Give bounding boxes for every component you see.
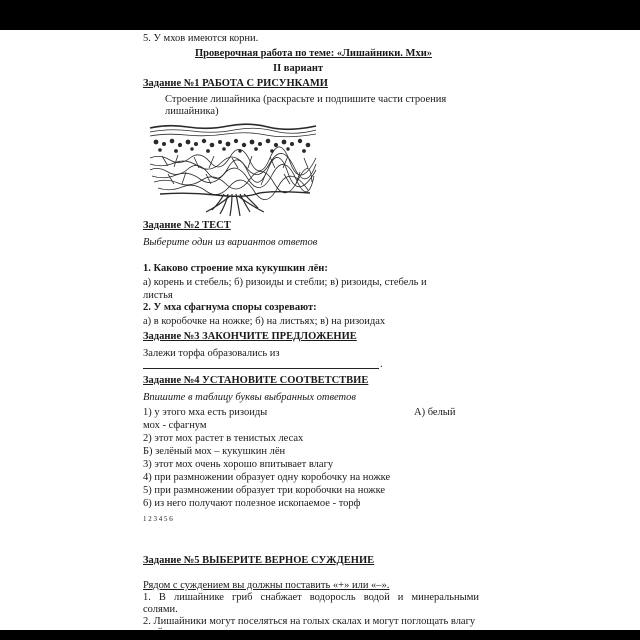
match-option-a: А) белый [414, 407, 456, 418]
task5-heading: Задание №5 ВЫБЕРИТЕ ВЕРНОЕ СУЖДЕНИЕ [143, 555, 375, 566]
question-2: 2. У мха сфагнума споры созревают: [143, 302, 317, 313]
task3-heading: Задание №3 ЗАКОНЧИТЕ ПРЕДЛОЖЕНИЕ [143, 331, 357, 342]
match-item-6: 6) из него получают полезное ископаемое - торф [143, 498, 361, 509]
answer-blank-line [143, 368, 379, 369]
match-item-3: 3) этот мох очень хорошо впитывает влагу [143, 459, 334, 470]
task1-instruction-line1: Строение лишайника (раскрасьте и подпишите части строения [165, 94, 447, 105]
task4-heading: Задание №4 УСТАНОВИТЕ СООТВЕТСТВИЕ [143, 375, 369, 386]
statement-1-line2: солями. [143, 604, 178, 615]
answer-end-mark: . [380, 359, 383, 370]
task2-instruction: Выберите один из вариантов ответов [143, 237, 318, 248]
answer-table-numbers: 1 2 3 4 5 6 [143, 515, 173, 523]
question-1-answers-line2: листья [143, 290, 173, 301]
question-1: 1. Каково строение мха кукушкин лён: [143, 263, 328, 274]
match-item-2: 2) этот мох растет в тенистых лесах [143, 433, 304, 444]
task4-instruction: Впишите в таблицу буквы выбранных ответов [143, 392, 356, 403]
statement-1-line1: 1. В лишайнике гриб снабжает водоросль водой и минеральными [143, 592, 479, 603]
match-item-1: 1) у этого мха есть ризоиды [143, 407, 268, 418]
top-black-bar [0, 0, 640, 30]
task2-heading: Задание №2 ТЕСТ [143, 220, 231, 231]
question-1-answers-line1: а) корень и стебель; б) ризоиды и стебли; в) ризоиды, стебель и [143, 277, 427, 288]
task5-instruction: Рядом с суждением вы должны поставить «+» или «–». [143, 580, 390, 591]
match-item-4: 4) при размножении образует одну коробочку на ножке [143, 472, 391, 483]
bottom-black-bar [0, 630, 640, 640]
match-option-b: Б) зелёный мох – кукушкин лён [143, 446, 286, 457]
task3-sentence: Залежи торфа образовались из [143, 348, 280, 359]
question-2-answers: а) в коробочке на ножке; б) на листьях; в) на ризоидах [143, 316, 386, 327]
variant-label: II вариант [273, 63, 324, 74]
worksheet-title: Проверочная работа по теме: «Лишайники. Мхи» [195, 48, 433, 59]
lichen-cross-section-drawing [148, 122, 318, 218]
match-item-5: 5) при размножении образует три коробочки на ножке [143, 485, 386, 496]
previous-page-line: 5. У мхов имеются корни. [143, 33, 259, 44]
task1-heading: Задание №1 РАБОТА С РИСУНКАМИ [143, 78, 328, 89]
task1-instruction-line2: лишайника) [165, 106, 219, 117]
match-option-a-continued: мох - сфагнум [143, 420, 207, 431]
statement-2-line1: 2. Лишайники могут поселяться на голых скалах и могут поглощать влагу [143, 616, 476, 627]
